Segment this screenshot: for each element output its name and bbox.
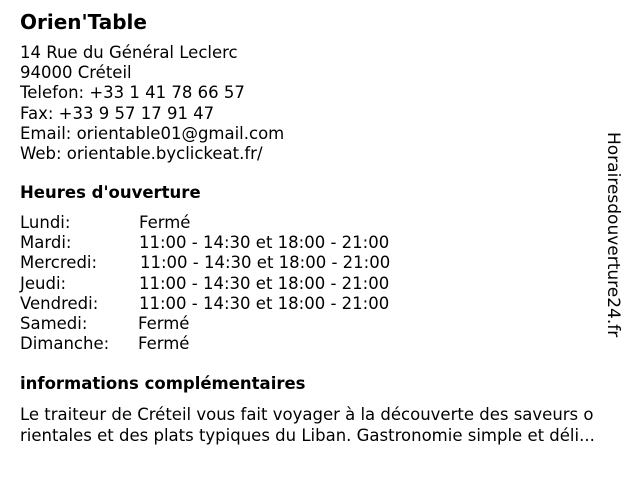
hours-day-label: Samedi:	[20, 313, 88, 333]
hours-day-label: Vendredi:	[20, 293, 99, 313]
address-street: 14 Rue du Général Leclerc	[20, 43, 238, 62]
info-text-line: Le traiteur de Créteil vous fait voyager à la découverte des saveurs o	[20, 405, 594, 424]
fax-number: Fax: +33 9 57 17 91 47	[20, 103, 215, 123]
hours-row-friday	[20, 294, 440, 314]
business-name: Orien'Table	[20, 10, 147, 34]
hours-row-tuesday	[20, 233, 440, 253]
info-text-line: rientales et des plats typiques du Liban. Gastronomie simple et déli...	[20, 426, 595, 445]
additional-info-text	[20, 404, 624, 446]
hours-time-value: 11:00 - 14:30 et 18:00 - 21:00	[140, 253, 391, 273]
site-watermark: Horairesdouverture24.fr	[603, 132, 623, 338]
hours-row-wednesday	[20, 253, 440, 273]
hours-day-label: Mercredi:	[20, 253, 98, 273]
hours-day-label: Mardi:	[20, 233, 72, 253]
hours-time-value: 11:00 - 14:30 et 18:00 - 21:00	[139, 293, 390, 313]
hours-time-value: 11:00 - 14:30 et 18:00 - 21:00	[139, 273, 390, 293]
hours-time-value: Fermé	[138, 313, 190, 333]
website-url: Web: orientable.byclickeat.fr/	[20, 143, 263, 163]
hours-time-value: 11:00 - 14:30 et 18:00 - 21:00	[139, 233, 390, 253]
hours-time-value: Fermé	[139, 213, 191, 232]
hours-day-label: Lundi:	[20, 213, 71, 232]
opening-hours-table	[20, 213, 440, 354]
hours-row-thursday	[20, 274, 440, 294]
hours-day-label: Jeudi:	[20, 273, 67, 293]
phone-number: Telefon: +33 1 41 78 66 57	[20, 83, 245, 103]
opening-hours-heading: Heures d'ouverture	[20, 183, 201, 202]
hours-row-saturday	[20, 314, 440, 334]
email-address: Email: orientable01@gmail.com	[20, 123, 285, 143]
additional-info-heading: informations complémentaires	[20, 374, 306, 393]
contact-block	[20, 43, 284, 164]
address-city: 94000 Créteil	[20, 63, 132, 83]
hours-day-label: Dimanche:	[20, 334, 110, 354]
hours-row-monday	[20, 213, 440, 233]
hours-row-sunday	[20, 334, 440, 354]
hours-time-value: Fermé	[138, 334, 190, 354]
